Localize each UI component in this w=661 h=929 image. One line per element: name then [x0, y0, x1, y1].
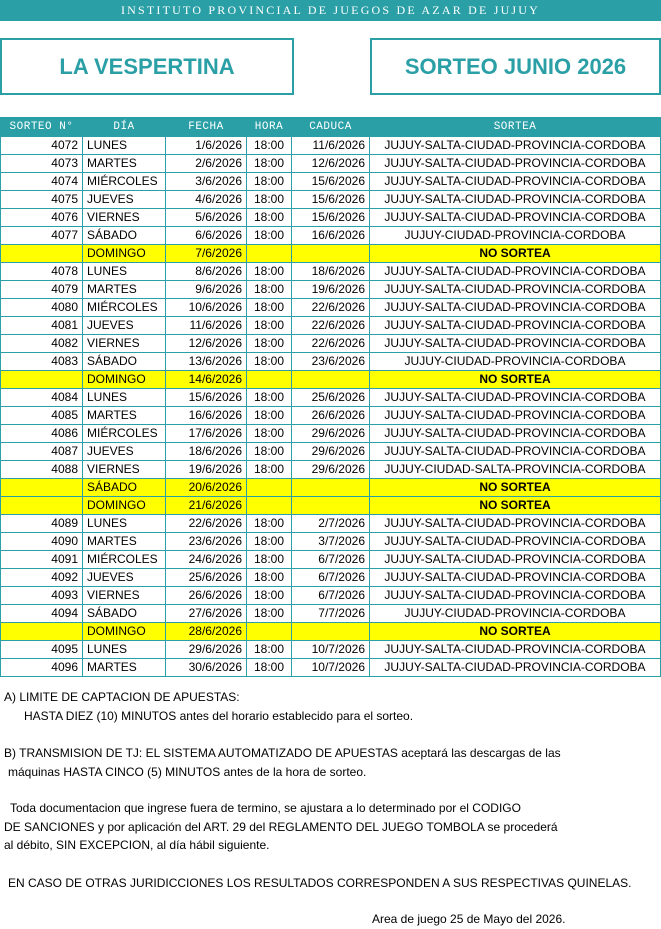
cell-sortea: JUJUY-SALTA-CIUDAD-PROVINCIA-CORDOBA — [370, 191, 661, 209]
cell-fecha: 12/6/2026 — [166, 335, 247, 353]
table-row — [1, 173, 661, 191]
cell-hora: 18:00 — [247, 335, 292, 353]
cell-dia: JUEVES — [83, 569, 166, 587]
col-header-fecha: FECHA — [166, 118, 247, 137]
cell-sorteo: 4093 — [1, 587, 83, 605]
no-draw-row — [1, 623, 661, 641]
cell-sorteo: 4085 — [1, 407, 83, 425]
cell-dia: SÁBADO — [83, 227, 166, 245]
table-row — [1, 515, 661, 533]
table-row — [1, 443, 661, 461]
cell-dia: MARTES — [83, 533, 166, 551]
cell-sortea: JUJUY-CIUDAD-PROVINCIA-CORDOBA — [370, 353, 661, 371]
cell-sorteo: 4086 — [1, 425, 83, 443]
cell-sortea: JUJUY-CIUDAD-SALTA-PROVINCIA-CORDOBA — [370, 461, 661, 479]
cell-hora: 18:00 — [247, 263, 292, 281]
cell-sorteo: 4095 — [1, 641, 83, 659]
cell-sorteo: 4077 — [1, 227, 83, 245]
cell-dia: DOMINGO — [83, 497, 166, 515]
game-title: LA VESPERTINA — [0, 38, 294, 95]
cell-fecha: 17/6/2026 — [166, 425, 247, 443]
cell-fecha: 2/6/2026 — [166, 155, 247, 173]
cell-fecha: 24/6/2026 — [166, 551, 247, 569]
cell-sortea: JUJUY-SALTA-CIUDAD-PROVINCIA-CORDOBA — [370, 569, 661, 587]
table-row — [1, 227, 661, 245]
cell-hora: 18:00 — [247, 281, 292, 299]
cell-fecha: 3/6/2026 — [166, 173, 247, 191]
cell-sorteo — [1, 245, 83, 263]
cell-sortea: JUJUY-CIUDAD-PROVINCIA-CORDOBA — [370, 227, 661, 245]
table-row — [1, 587, 661, 605]
note-transmission-line2: máquinas HASTA CINCO (5) MINUTOS antes de la hora de sorteo. — [8, 765, 367, 779]
cell-sortea: JUJUY-SALTA-CIUDAD-PROVINCIA-CORDOBA — [370, 173, 661, 191]
cell-sorteo: 4092 — [1, 569, 83, 587]
cell-fecha: 18/6/2026 — [166, 443, 247, 461]
cell-sortea: JUJUY-SALTA-CIUDAD-PROVINCIA-CORDOBA — [370, 551, 661, 569]
cell-fecha: 9/6/2026 — [166, 281, 247, 299]
cell-sortea: JUJUY-SALTA-CIUDAD-PROVINCIA-CORDOBA — [370, 443, 661, 461]
note-other-jurisdictions: EN CASO DE OTRAS JURIDICCIONES LOS RESULTADOS CORRESPONDEN A SUS RESPECTIVAS QUINELAS. — [8, 876, 632, 890]
cell-sorteo: 4078 — [1, 263, 83, 281]
table-row — [1, 209, 661, 227]
cell-dia: VIERNES — [83, 587, 166, 605]
cell-caduca: 6/7/2026 — [292, 587, 370, 605]
cell-dia: SÁBADO — [83, 479, 166, 497]
month-title: SORTEO JUNIO 2026 — [370, 38, 661, 95]
table-row — [1, 389, 661, 407]
cell-sorteo: 4087 — [1, 443, 83, 461]
note-documentation-line3: al débito, SIN EXCEPCION, al día hábil siguiente. — [4, 838, 270, 852]
cell-fecha: 16/6/2026 — [166, 407, 247, 425]
cell-sorteo: 4082 — [1, 335, 83, 353]
table-row — [1, 641, 661, 659]
note-documentation-line2: DE SANCIONES y por aplicación del ART. 29 del REGLAMENTO DEL JUEGO TOMBOLA se procederá — [4, 820, 558, 834]
note-documentation-line1: Toda documentacion que ingrese fuera de termino, se ajustara a lo determinado por el CODIGO — [10, 801, 521, 815]
table-row — [1, 191, 661, 209]
cell-fecha: 4/6/2026 — [166, 191, 247, 209]
cell-hora: 18:00 — [247, 353, 292, 371]
cell-sorteo: 4075 — [1, 191, 83, 209]
note-bet-limit-heading: A) LIMITE DE CAPTACION DE APUESTAS: — [4, 690, 240, 704]
table-row — [1, 281, 661, 299]
cell-caduca: 15/6/2026 — [292, 173, 370, 191]
cell-caduca: 25/6/2026 — [292, 389, 370, 407]
cell-sortea: JUJUY-SALTA-CIUDAD-PROVINCIA-CORDOBA — [370, 533, 661, 551]
no-draw-row — [1, 497, 661, 515]
cell-dia: DOMINGO — [83, 623, 166, 641]
cell-sorteo: 4083 — [1, 353, 83, 371]
cell-caduca: 7/7/2026 — [292, 605, 370, 623]
cell-caduca: 2/7/2026 — [292, 515, 370, 533]
cell-sorteo: 4089 — [1, 515, 83, 533]
cell-sorteo: 4084 — [1, 389, 83, 407]
cell-sortea: NO SORTEA — [370, 497, 661, 515]
cell-fecha: 20/6/2026 — [166, 479, 247, 497]
cell-fecha: 29/6/2026 — [166, 641, 247, 659]
cell-hora: 18:00 — [247, 137, 292, 155]
cell-caduca: 16/6/2026 — [292, 227, 370, 245]
cell-fecha: 13/6/2026 — [166, 353, 247, 371]
cell-fecha: 28/6/2026 — [166, 623, 247, 641]
table-row — [1, 551, 661, 569]
table-row — [1, 155, 661, 173]
cell-hora: 18:00 — [247, 569, 292, 587]
cell-sortea: JUJUY-SALTA-CIUDAD-PROVINCIA-CORDOBA — [370, 515, 661, 533]
cell-hora: 18:00 — [247, 551, 292, 569]
cell-fecha: 1/6/2026 — [166, 137, 247, 155]
cell-caduca: 10/7/2026 — [292, 659, 370, 677]
no-draw-row — [1, 371, 661, 389]
cell-sorteo: 4094 — [1, 605, 83, 623]
cell-hora: 18:00 — [247, 659, 292, 677]
cell-caduca: 22/6/2026 — [292, 299, 370, 317]
cell-fecha: 14/6/2026 — [166, 371, 247, 389]
cell-caduca: 29/6/2026 — [292, 425, 370, 443]
cell-dia: VIERNES — [83, 335, 166, 353]
table-row — [1, 137, 661, 155]
no-draw-row — [1, 479, 661, 497]
col-header-sortea: SORTEA — [370, 118, 661, 137]
cell-caduca: 11/6/2026 — [292, 137, 370, 155]
cell-hora: 18:00 — [247, 443, 292, 461]
cell-hora: 18:00 — [247, 299, 292, 317]
cell-dia: DOMINGO — [83, 371, 166, 389]
cell-fecha: 30/6/2026 — [166, 659, 247, 677]
cell-dia: LUNES — [83, 137, 166, 155]
cell-sortea: JUJUY-SALTA-CIUDAD-PROVINCIA-CORDOBA — [370, 155, 661, 173]
cell-sorteo: 4080 — [1, 299, 83, 317]
cell-fecha: 26/6/2026 — [166, 587, 247, 605]
cell-sortea: JUJUY-SALTA-CIUDAD-PROVINCIA-CORDOBA — [370, 407, 661, 425]
cell-dia: VIERNES — [83, 461, 166, 479]
table-row — [1, 533, 661, 551]
cell-dia: SÁBADO — [83, 353, 166, 371]
cell-hora: 18:00 — [247, 641, 292, 659]
cell-caduca: 18/6/2026 — [292, 263, 370, 281]
cell-fecha: 15/6/2026 — [166, 389, 247, 407]
cell-hora: 18:00 — [247, 155, 292, 173]
cell-caduca: 10/7/2026 — [292, 641, 370, 659]
cell-fecha: 10/6/2026 — [166, 299, 247, 317]
col-header-hora: HORA — [247, 118, 292, 137]
cell-caduca — [292, 371, 370, 389]
cell-hora: 18:00 — [247, 389, 292, 407]
cell-sortea: JUJUY-SALTA-CIUDAD-PROVINCIA-CORDOBA — [370, 587, 661, 605]
cell-caduca: 12/6/2026 — [292, 155, 370, 173]
table-row — [1, 317, 661, 335]
table-row — [1, 407, 661, 425]
cell-sorteo: 4091 — [1, 551, 83, 569]
cell-fecha: 7/6/2026 — [166, 245, 247, 263]
cell-dia: JUEVES — [83, 443, 166, 461]
table-row — [1, 263, 661, 281]
table-row — [1, 605, 661, 623]
cell-fecha: 22/6/2026 — [166, 515, 247, 533]
table-row — [1, 335, 661, 353]
table-row — [1, 425, 661, 443]
cell-hora: 18:00 — [247, 407, 292, 425]
cell-sorteo — [1, 371, 83, 389]
cell-sorteo: 4076 — [1, 209, 83, 227]
cell-fecha: 25/6/2026 — [166, 569, 247, 587]
cell-dia: MIÉRCOLES — [83, 173, 166, 191]
cell-hora: 18:00 — [247, 605, 292, 623]
cell-fecha: 5/6/2026 — [166, 209, 247, 227]
cell-dia: LUNES — [83, 641, 166, 659]
cell-sortea: JUJUY-SALTA-CIUDAD-PROVINCIA-CORDOBA — [370, 209, 661, 227]
cell-hora — [247, 245, 292, 263]
cell-dia: LUNES — [83, 389, 166, 407]
cell-sortea: JUJUY-SALTA-CIUDAD-PROVINCIA-CORDOBA — [370, 299, 661, 317]
cell-fecha: 23/6/2026 — [166, 533, 247, 551]
cell-dia: JUEVES — [83, 317, 166, 335]
cell-sortea: JUJUY-SALTA-CIUDAD-PROVINCIA-CORDOBA — [370, 317, 661, 335]
cell-sortea: NO SORTEA — [370, 623, 661, 641]
cell-sortea: JUJUY-SALTA-CIUDAD-PROVINCIA-CORDOBA — [370, 659, 661, 677]
cell-sortea: JUJUY-SALTA-CIUDAD-PROVINCIA-CORDOBA — [370, 335, 661, 353]
cell-sorteo: 4072 — [1, 137, 83, 155]
cell-sorteo — [1, 497, 83, 515]
cell-fecha: 21/6/2026 — [166, 497, 247, 515]
no-draw-row — [1, 245, 661, 263]
table-row — [1, 353, 661, 371]
table-header-row — [1, 118, 661, 137]
cell-caduca: 15/6/2026 — [292, 209, 370, 227]
cell-hora: 18:00 — [247, 209, 292, 227]
cell-caduca: 29/6/2026 — [292, 461, 370, 479]
cell-hora — [247, 479, 292, 497]
cell-dia: JUEVES — [83, 191, 166, 209]
cell-fecha: 27/6/2026 — [166, 605, 247, 623]
cell-dia: MARTES — [83, 407, 166, 425]
cell-caduca: 26/6/2026 — [292, 407, 370, 425]
cell-fecha: 11/6/2026 — [166, 317, 247, 335]
institute-banner: INSTITUTO PROVINCIAL DE JUEGOS DE AZAR DE JUJUY — [0, 0, 661, 21]
note-transmission-line1: B) TRANSMISION DE TJ: EL SISTEMA AUTOMATIZADO DE APUESTAS aceptará las descargas de las — [4, 746, 561, 760]
cell-dia: MIÉRCOLES — [83, 299, 166, 317]
cell-caduca — [292, 245, 370, 263]
cell-sortea: NO SORTEA — [370, 245, 661, 263]
cell-caduca: 22/6/2026 — [292, 317, 370, 335]
cell-sortea: NO SORTEA — [370, 479, 661, 497]
cell-sortea: JUJUY-SALTA-CIUDAD-PROVINCIA-CORDOBA — [370, 425, 661, 443]
cell-sortea: JUJUY-SALTA-CIUDAD-PROVINCIA-CORDOBA — [370, 641, 661, 659]
cell-sorteo: 4079 — [1, 281, 83, 299]
cell-sorteo — [1, 623, 83, 641]
cell-fecha: 8/6/2026 — [166, 263, 247, 281]
signature-date: Area de juego 25 de Mayo del 2026. — [372, 912, 566, 926]
col-header-caduca: CADUCA — [292, 118, 370, 137]
cell-dia: MARTES — [83, 281, 166, 299]
cell-hora — [247, 371, 292, 389]
cell-caduca — [292, 497, 370, 515]
cell-sorteo: 4074 — [1, 173, 83, 191]
cell-sorteo: 4073 — [1, 155, 83, 173]
col-header-sorteo: SORTEO N° — [1, 118, 83, 137]
cell-sortea: JUJUY-CIUDAD-PROVINCIA-CORDOBA — [370, 605, 661, 623]
cell-hora: 18:00 — [247, 191, 292, 209]
note-bet-limit-text: HASTA DIEZ (10) MINUTOS antes del horario establecido para el sorteo. — [24, 709, 414, 723]
cell-hora: 18:00 — [247, 461, 292, 479]
cell-hora: 18:00 — [247, 587, 292, 605]
cell-dia: VIERNES — [83, 209, 166, 227]
cell-dia: MIÉRCOLES — [83, 551, 166, 569]
cell-caduca: 3/7/2026 — [292, 533, 370, 551]
col-header-dia: DÍA — [83, 118, 166, 137]
cell-hora: 18:00 — [247, 317, 292, 335]
cell-sortea: JUJUY-SALTA-CIUDAD-PROVINCIA-CORDOBA — [370, 263, 661, 281]
cell-sorteo — [1, 479, 83, 497]
cell-dia: MARTES — [83, 659, 166, 677]
cell-caduca — [292, 623, 370, 641]
table-row — [1, 461, 661, 479]
cell-sorteo: 4090 — [1, 533, 83, 551]
cell-caduca: 15/6/2026 — [292, 191, 370, 209]
cell-hora: 18:00 — [247, 533, 292, 551]
cell-dia: MARTES — [83, 155, 166, 173]
cell-sorteo: 4096 — [1, 659, 83, 677]
cell-hora: 18:00 — [247, 227, 292, 245]
cell-sorteo: 4088 — [1, 461, 83, 479]
cell-sortea: JUJUY-SALTA-CIUDAD-PROVINCIA-CORDOBA — [370, 389, 661, 407]
cell-sortea: JUJUY-SALTA-CIUDAD-PROVINCIA-CORDOBA — [370, 137, 661, 155]
cell-hora: 18:00 — [247, 515, 292, 533]
cell-caduca: 6/7/2026 — [292, 551, 370, 569]
cell-caduca: 29/6/2026 — [292, 443, 370, 461]
cell-sortea: NO SORTEA — [370, 371, 661, 389]
cell-caduca — [292, 479, 370, 497]
table-row — [1, 569, 661, 587]
cell-fecha: 19/6/2026 — [166, 461, 247, 479]
cell-caduca: 22/6/2026 — [292, 335, 370, 353]
cell-caduca: 19/6/2026 — [292, 281, 370, 299]
cell-caduca: 6/7/2026 — [292, 569, 370, 587]
cell-fecha: 6/6/2026 — [166, 227, 247, 245]
cell-hora — [247, 623, 292, 641]
cell-hora: 18:00 — [247, 425, 292, 443]
cell-dia: SÁBADO — [83, 605, 166, 623]
draw-schedule-table — [0, 117, 661, 677]
cell-dia: MIÉRCOLES — [83, 425, 166, 443]
cell-dia: LUNES — [83, 263, 166, 281]
cell-sorteo: 4081 — [1, 317, 83, 335]
cell-caduca: 23/6/2026 — [292, 353, 370, 371]
cell-dia: LUNES — [83, 515, 166, 533]
cell-hora — [247, 497, 292, 515]
table-row — [1, 659, 661, 677]
table-row — [1, 299, 661, 317]
cell-dia: DOMINGO — [83, 245, 166, 263]
cell-sortea: JUJUY-SALTA-CIUDAD-PROVINCIA-CORDOBA — [370, 281, 661, 299]
cell-hora: 18:00 — [247, 173, 292, 191]
